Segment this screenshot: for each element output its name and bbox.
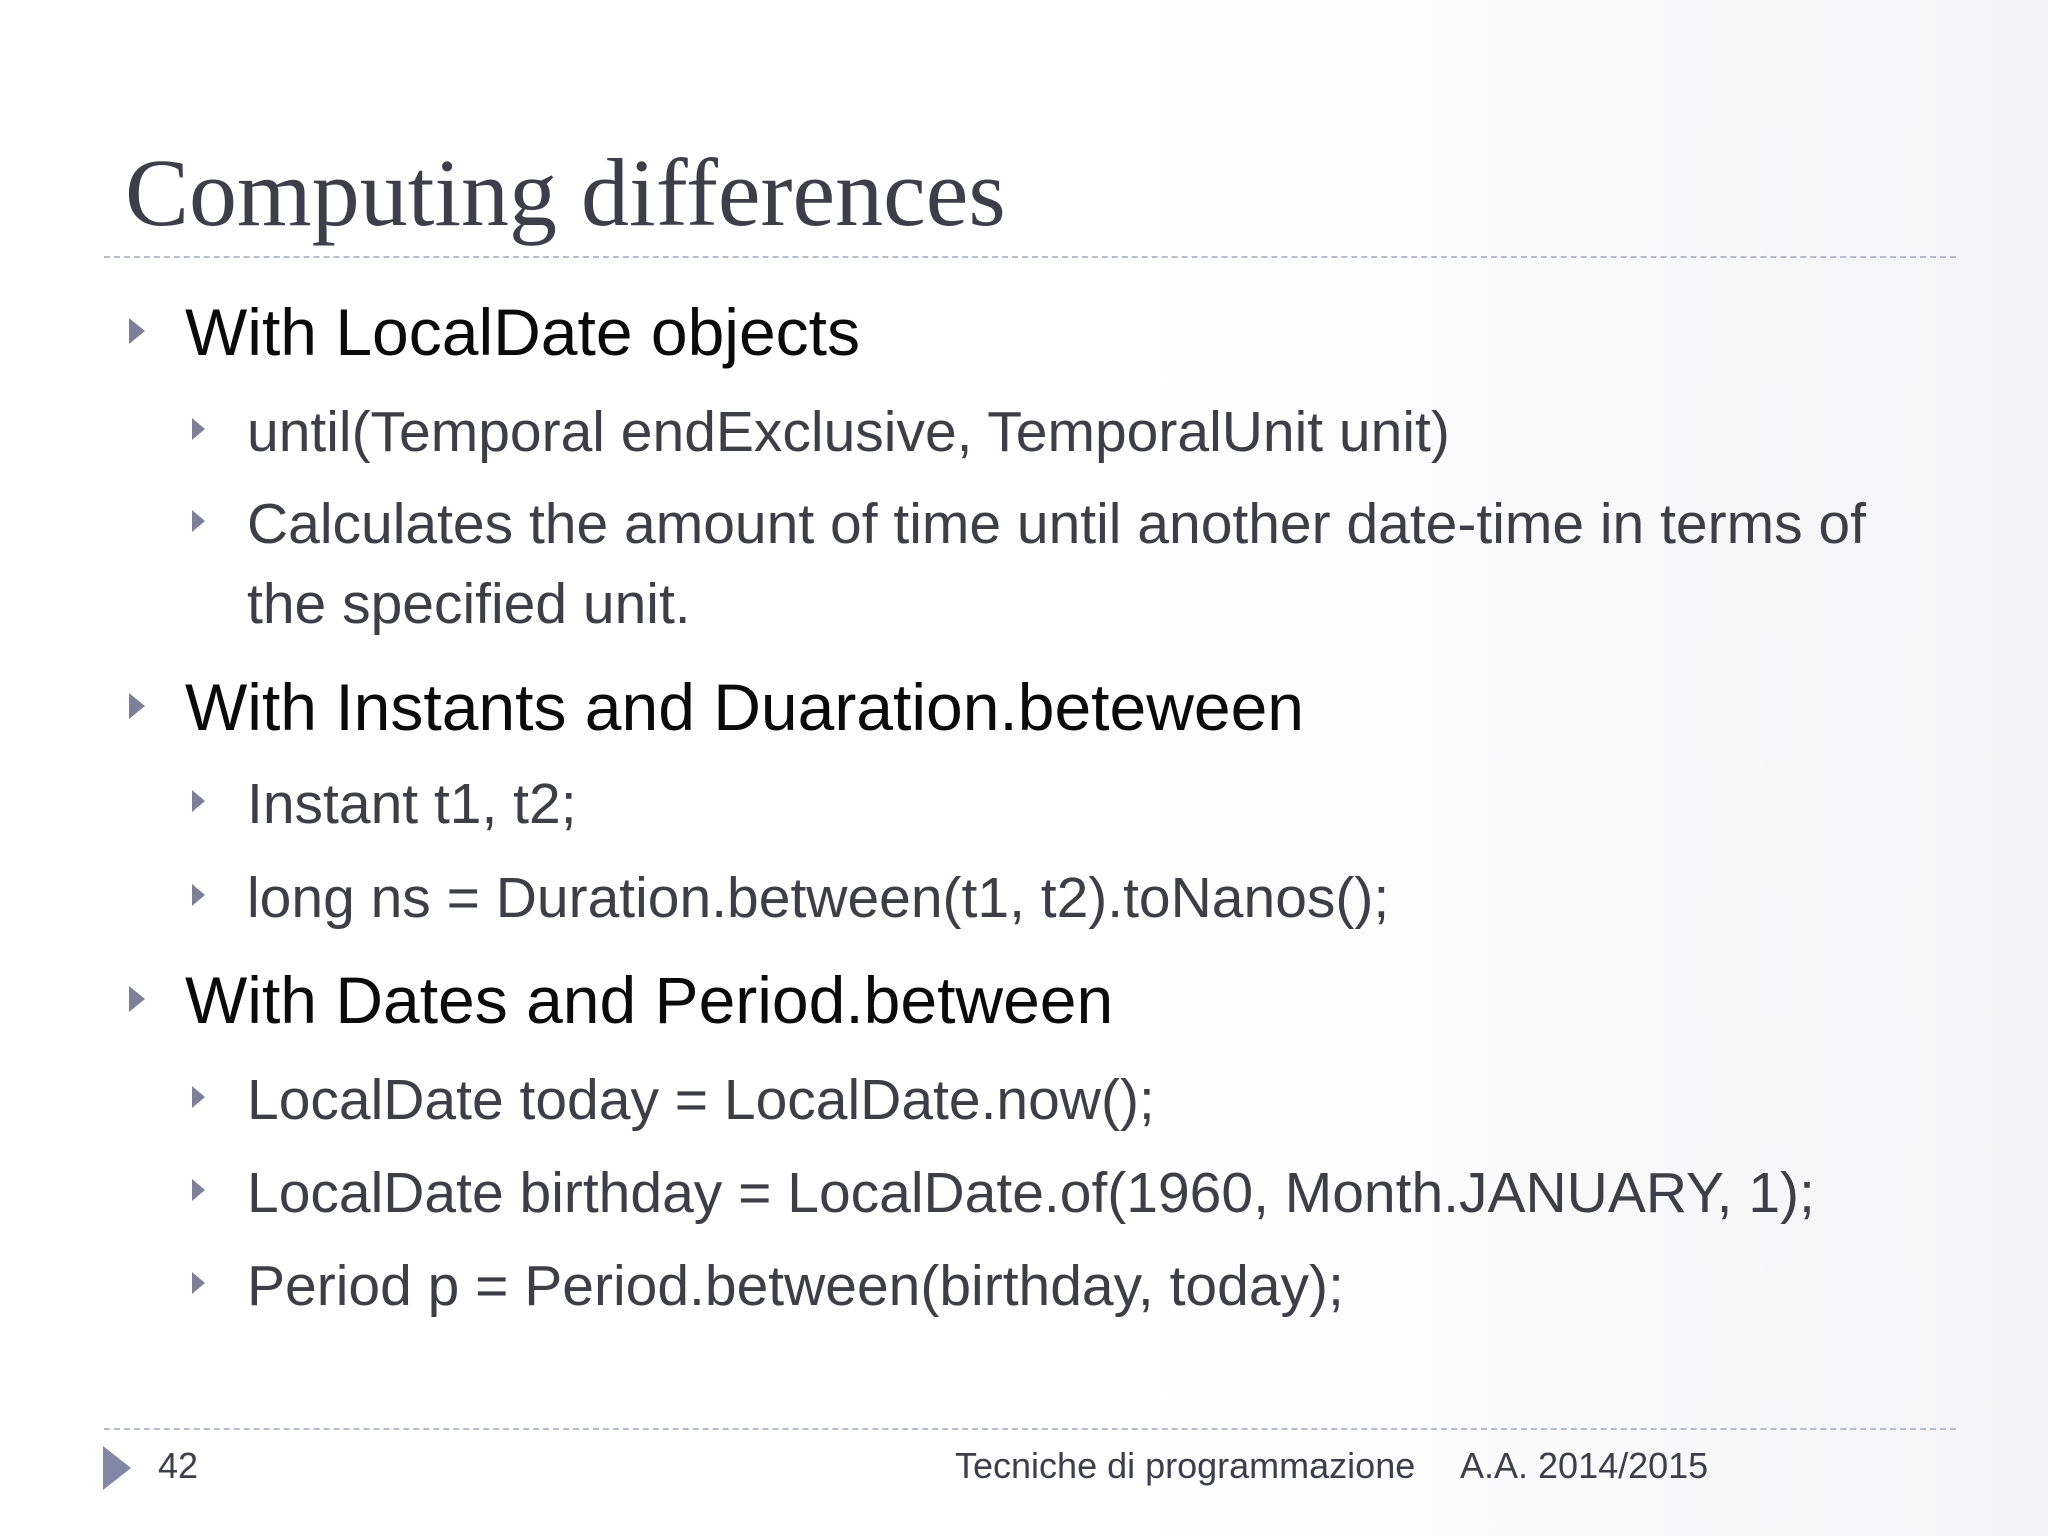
bullet-subitem-text: Instant t1, t2; — [247, 772, 577, 836]
bullet-triangle-icon — [192, 418, 205, 440]
bullet-triangle-icon — [192, 790, 205, 812]
bullet-triangle-icon — [192, 1272, 205, 1294]
slide-title: Computing differences — [125, 139, 1006, 246]
bullet-subitem-text: Period p = Period.between(birthday, today); — [247, 1254, 1344, 1318]
bullet-subitem-text: long ns = Duration.between(t1, t2).toNanos(); — [247, 866, 1390, 930]
page-number: 42 — [158, 1445, 199, 1486]
bullet-subitem-text: until(Temporal endExclusive, TemporalUnit unit) — [247, 400, 1450, 464]
bullet-subitem-text: LocalDate birthday = LocalDate.of(1960, Month.JANUARY, 1); — [247, 1161, 1815, 1225]
bullet-heading-text: With Dates and Period.between — [185, 963, 1114, 1037]
footer-divider — [104, 1428, 1956, 1430]
bullet-triangle-icon — [129, 986, 145, 1012]
bullet-subitem — [247, 1153, 1815, 1233]
bullet-heading-text: With LocalDate objects — [185, 295, 860, 369]
academic-year: A.A. 2014/2015 — [1460, 1445, 1709, 1486]
bullet-heading — [185, 960, 1113, 1040]
bullet-triangle-icon — [192, 510, 205, 532]
bullet-heading — [185, 667, 1304, 747]
bullet-subitem — [247, 484, 1947, 644]
bullet-subitem-text: Calculates the amount of time until another date-time in terms of the specified unit. — [247, 492, 1866, 636]
bullet-triangle-icon — [192, 1179, 205, 1201]
footer-arrow-icon — [103, 1446, 131, 1490]
bullet-subitem-text: LocalDate today = LocalDate.now(); — [247, 1068, 1155, 1132]
bullet-subitem — [247, 1060, 1155, 1140]
bullet-subitem — [247, 764, 577, 844]
course-name: Tecniche di programmazione — [955, 1445, 1416, 1486]
bullet-triangle-icon — [192, 884, 205, 906]
bullet-subitem — [247, 858, 1389, 938]
bullet-subitem — [247, 1246, 1344, 1326]
bullet-heading-text: With Instants and Duaration.beteween — [185, 670, 1305, 744]
bullet-triangle-icon — [129, 318, 145, 344]
bullet-triangle-icon — [129, 693, 145, 719]
bullet-subitem — [247, 392, 1450, 472]
bullet-heading — [185, 292, 860, 372]
bullet-triangle-icon — [192, 1086, 205, 1108]
